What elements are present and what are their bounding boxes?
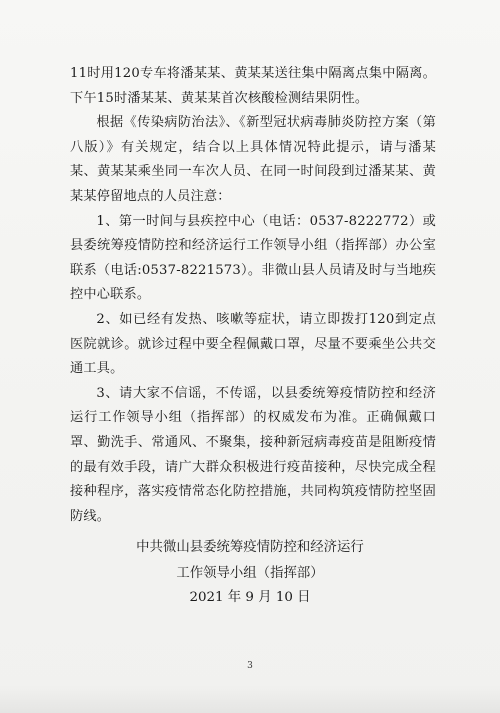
paragraph-symptom-instructions: 2、如已经有发热、咳嗽等症状，请立即拨打120到定点医院就诊。就诊过程中要全程佩戴口罩，尽量不要乘坐公共交通工具。 [70, 311, 436, 377]
signature-date: 2021 年 9 月 10 日 [189, 590, 311, 605]
page-number: 3 [247, 661, 253, 671]
page-bottom-shadow [0, 685, 500, 713]
paragraph-public-guidance: 3、请大家不信谣，不传谣，以县委统筹疫情防控和经济运行工作领导小组（指挥部）的权威发布为准。正确佩戴口罩、勤洗手、常通风、不聚集，接种新冠病毒疫苗是阻断疫情的最有效手段，请广大群众积极进行疫苗接种，尽快完成全程接种程序，落实疫情常态化防控措施，共同构筑疫情防控坚固防线。 [70, 385, 436, 524]
signature-organization-line1: 中共微山县委统筹疫情防控和经济运行 [136, 540, 364, 555]
paragraph-isolation-notice: 11时用120专车将潘某某、黄某某送往集中隔离点集中隔离。下午15时潘某某、黄某某首次核酸检测结果阴性。 [70, 66, 436, 106]
paragraph-legal-basis: 根据《传染病防治法》、《新型冠状病毒肺炎防控方案（第八版）》有关规定，结合以上具体情况特此提示，请与潘某某、黄某某乘坐同一车次人员、在同一时间段到过潘某某、黄某某停留地点的人员注意： [70, 115, 436, 204]
signature-organization-line2: 工作领导小组（指挥部） [176, 566, 324, 581]
document-body [70, 62, 436, 529]
paragraph-contact-instructions: 1、第一时间与县疾控中心（电话：0537-8222772）或县委统筹疫情防控和经济运行工作领导小组（指挥部）办公室联系（电话:0537-8221573）。非微山县人员请及时与当地疾控中心联系。 [70, 213, 436, 303]
